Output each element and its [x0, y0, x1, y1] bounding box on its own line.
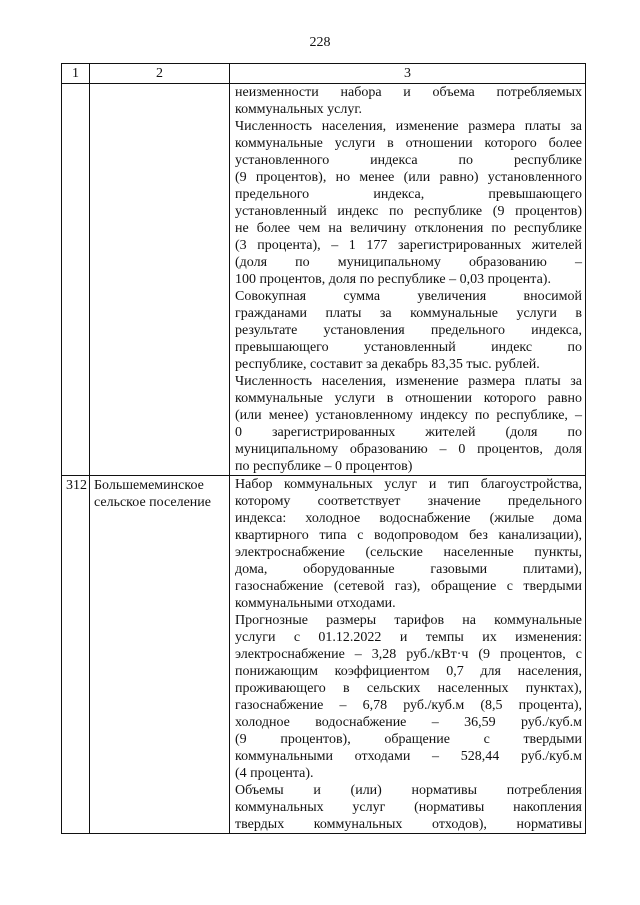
text-line: газоснабжение (сетевой газ), обращение с твердыми	[235, 579, 582, 594]
municipality-name-line: сельское поселение	[94, 495, 211, 510]
text-line: 100 процентов, доля по республике – 0,03 процента).	[235, 272, 551, 287]
header-col-2: 2	[90, 64, 230, 84]
text-line: услуги с 01.12.2022 и темпы их изменения:	[235, 630, 582, 645]
text-line: (9 процентов), но менее (или равно) установленного	[235, 170, 582, 185]
text-line: гражданами платы за коммунальные услуги в	[235, 306, 582, 321]
text-line: которому соответствует значение предельного	[235, 494, 582, 509]
text-line: 0 зарегистрированных жителей (доля по	[235, 425, 582, 440]
text-line: газоснабжение – 6,78 руб./куб.м (8,5 процента),	[235, 698, 582, 713]
text-line: (доля по муниципальному образованию –	[235, 255, 582, 270]
text-line: превышающего установленный индекс по	[235, 340, 582, 355]
text-line: Численность населения, изменение размера платы за	[235, 119, 582, 134]
table-row	[62, 84, 586, 476]
text-line: неизменности набора и объема потребляемых	[235, 85, 582, 100]
text-line: Прогнозные размеры тарифов на коммунальные	[235, 613, 582, 628]
text-line: Совокупная сумма увеличения вносимой	[235, 289, 582, 304]
municipality-cell	[90, 84, 230, 476]
text-line: установленного индекса по республике	[235, 153, 582, 168]
header-col-1: 1	[62, 64, 90, 84]
text-line: коммунальные услуги в отношении которого более	[235, 136, 582, 151]
text-line: республике, составит за декабрь 83,35 тыс. рублей.	[235, 357, 540, 372]
text-line: (9 процентов), обращение с твердыми	[235, 732, 582, 747]
text-line: (3 процента), – 1 177 зарегистрированных жителей	[235, 238, 582, 253]
row-number-cell	[62, 84, 90, 476]
text-line: Набор коммунальных услуг и тип благоустройства,	[235, 477, 582, 492]
page-number: 228	[309, 35, 331, 50]
text-line: (4 процента).	[235, 766, 314, 781]
text-line: результате установления предельного индекса,	[235, 323, 582, 338]
description-cell	[230, 476, 586, 834]
municipality-cell	[90, 476, 230, 834]
text-line: муниципальному образованию – 0 процентов, доля	[235, 442, 582, 457]
text-line: коммунальные услуги в отношении которого равно	[235, 391, 582, 406]
text-line: установленный индекс по республике (9 процентов)	[235, 204, 582, 219]
table-header-row	[62, 64, 586, 84]
text-line: квартирного типа с водопроводом без канализации),	[235, 528, 582, 543]
text-line: понижающим коэффициентом 0,7 для населения,	[235, 664, 582, 679]
text-line: коммунальными отходами – 528,44 руб./куб.м	[235, 749, 582, 764]
document-table	[61, 63, 586, 834]
text-line: (или менее) установленному индексу по республике, –	[235, 408, 582, 423]
text-line: электроснабжение (сельские населенные пункты,	[235, 545, 582, 560]
text-line: Объемы и (или) нормативы потребления	[235, 783, 582, 798]
header-col-3: 3	[230, 64, 586, 84]
description-cell	[230, 84, 586, 476]
text-line: коммунальными отходами.	[235, 596, 396, 611]
text-line: индекса: холодное водоснабжение (жилые дома	[235, 511, 582, 526]
text-line: коммунальных услуг.	[235, 102, 363, 117]
table-row	[62, 476, 586, 834]
text-line: электроснабжение – 3,28 руб./кВт·ч (9 процентов, с	[235, 647, 582, 662]
text-line: холодное водоснабжение – 36,59 руб./куб.м	[235, 715, 582, 730]
text-line: предельного индекса, превышающего	[235, 187, 582, 202]
text-line: Численность населения, изменение размера платы за	[235, 374, 582, 389]
municipality-name-line: Большемеминское	[94, 478, 204, 493]
text-line: коммунальных услуг (нормативы накопления	[235, 800, 582, 815]
text-line: по республике – 0 процентов)	[235, 459, 413, 474]
description-text	[235, 84, 582, 475]
text-line: не более чем на величину отклонения по республике	[235, 221, 582, 236]
text-line: твердых коммунальных отходов), нормативы	[235, 817, 582, 832]
text-line: проживающего в сельских населенных пунктах),	[235, 681, 582, 696]
description-text	[235, 476, 582, 833]
row-number-cell: 312	[62, 476, 90, 834]
text-line: дома, оборудованные газовыми плитами),	[235, 562, 582, 577]
